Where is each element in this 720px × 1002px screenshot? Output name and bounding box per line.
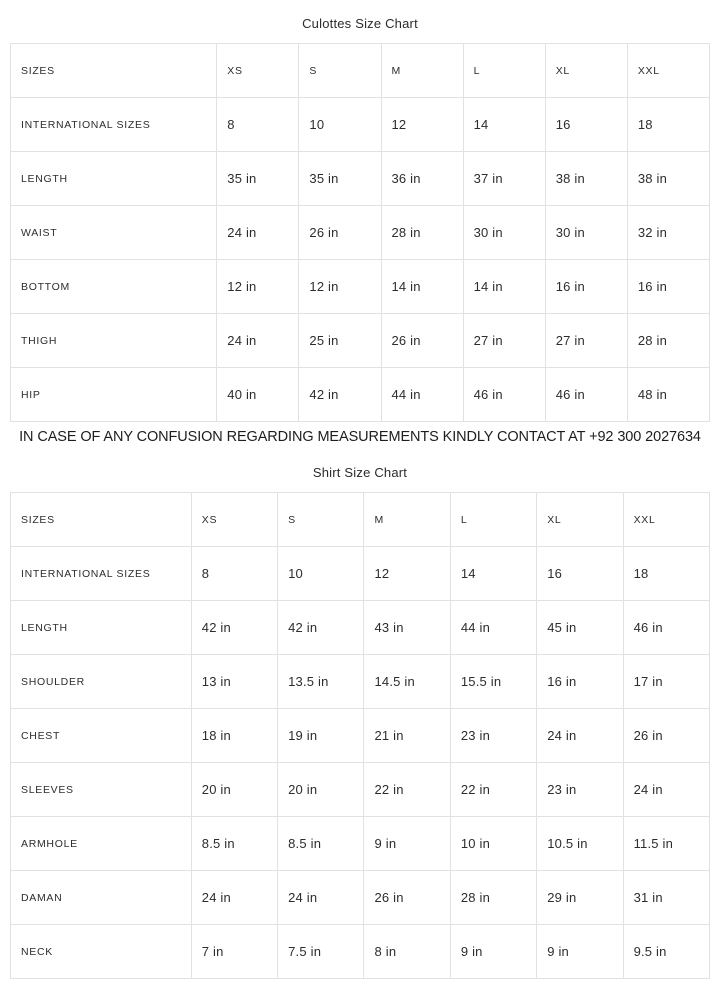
cell-value: 16	[545, 98, 627, 152]
column-header: XS	[217, 44, 299, 98]
cell-value: 12 in	[217, 260, 299, 314]
cell-value: 35 in	[217, 152, 299, 206]
cell-value: 38 in	[545, 152, 627, 206]
cell-value: 24 in	[217, 314, 299, 368]
column-header: L	[450, 493, 536, 547]
table-row	[11, 314, 710, 368]
cell-value: 46 in	[623, 601, 709, 655]
cell-value: 21 in	[364, 709, 450, 763]
cell-value: 26 in	[299, 206, 381, 260]
row-label: INTERNATIONAL SIZES	[11, 547, 192, 601]
culottes-size-table	[10, 43, 710, 422]
cell-value: 42 in	[299, 368, 381, 422]
row-label: WAIST	[11, 206, 217, 260]
cell-value: 18	[627, 98, 709, 152]
column-header: XS	[191, 493, 277, 547]
table-row	[11, 260, 710, 314]
cell-value: 43 in	[364, 601, 450, 655]
cell-value: 28 in	[381, 206, 463, 260]
cell-value: 13 in	[191, 655, 277, 709]
column-header: M	[381, 44, 463, 98]
cell-value: 36 in	[381, 152, 463, 206]
cell-value: 46 in	[545, 368, 627, 422]
column-header: SIZES	[11, 493, 192, 547]
cell-value: 24 in	[217, 206, 299, 260]
table-row	[11, 601, 710, 655]
table-row	[11, 547, 710, 601]
cell-value: 22 in	[364, 763, 450, 817]
culottes-chart-title: Culottes Size Chart	[302, 16, 418, 31]
table-header-row	[11, 493, 710, 547]
table-header-row	[11, 44, 710, 98]
cell-value: 15.5 in	[450, 655, 536, 709]
table-row	[11, 709, 710, 763]
row-label: SHOULDER	[11, 655, 192, 709]
column-header: L	[463, 44, 545, 98]
shirt-size-table	[10, 492, 710, 979]
cell-value: 38 in	[627, 152, 709, 206]
cell-value: 9 in	[450, 925, 536, 979]
cell-value: 27 in	[463, 314, 545, 368]
cell-value: 8	[217, 98, 299, 152]
cell-value: 37 in	[463, 152, 545, 206]
cell-value: 27 in	[545, 314, 627, 368]
cell-value: 7.5 in	[278, 925, 364, 979]
cell-value: 45 in	[537, 601, 623, 655]
cell-value: 10	[278, 547, 364, 601]
row-label: INTERNATIONAL SIZES	[11, 98, 217, 152]
cell-value: 28 in	[627, 314, 709, 368]
cell-value: 30 in	[545, 206, 627, 260]
cell-value: 44 in	[450, 601, 536, 655]
cell-value: 32 in	[627, 206, 709, 260]
shirt-chart-title: Shirt Size Chart	[312, 465, 408, 480]
column-header: SIZES	[11, 44, 217, 98]
cell-value: 22 in	[450, 763, 536, 817]
column-header: XL	[537, 493, 623, 547]
cell-value: 7 in	[191, 925, 277, 979]
cell-value: 16	[537, 547, 623, 601]
row-label: BOTTOM	[11, 260, 217, 314]
table-row	[11, 763, 710, 817]
table-row	[11, 655, 710, 709]
column-header: S	[278, 493, 364, 547]
table-row	[11, 817, 710, 871]
cell-value: 13.5 in	[278, 655, 364, 709]
cell-value: 9.5 in	[623, 925, 709, 979]
cell-value: 17 in	[623, 655, 709, 709]
table-row	[11, 98, 710, 152]
cell-value: 24 in	[278, 871, 364, 925]
cell-value: 16 in	[537, 655, 623, 709]
cell-value: 25 in	[299, 314, 381, 368]
cell-value: 8.5 in	[278, 817, 364, 871]
contact-notice: IN CASE OF ANY CONFUSION REGARDING MEASUREMENTS KINDLY CONTACT AT +92 300 2027634	[19, 429, 701, 445]
cell-value: 40 in	[217, 368, 299, 422]
column-header: S	[299, 44, 381, 98]
culottes-table-body	[11, 44, 710, 422]
cell-value: 10.5 in	[537, 817, 623, 871]
cell-value: 23 in	[450, 709, 536, 763]
cell-value: 8.5 in	[191, 817, 277, 871]
cell-value: 18	[623, 547, 709, 601]
cell-value: 23 in	[537, 763, 623, 817]
column-header: M	[364, 493, 450, 547]
cell-value: 12	[364, 547, 450, 601]
cell-value: 14 in	[381, 260, 463, 314]
shirt-table-body	[11, 493, 710, 979]
cell-value: 46 in	[463, 368, 545, 422]
row-label: DAMAN	[11, 871, 192, 925]
cell-value: 18 in	[191, 709, 277, 763]
cell-value: 16 in	[627, 260, 709, 314]
cell-value: 19 in	[278, 709, 364, 763]
cell-value: 14 in	[463, 260, 545, 314]
cell-value: 9 in	[364, 817, 450, 871]
row-label: CHEST	[11, 709, 192, 763]
cell-value: 42 in	[191, 601, 277, 655]
cell-value: 48 in	[627, 368, 709, 422]
row-label: SLEEVES	[11, 763, 192, 817]
row-label: ARMHOLE	[11, 817, 192, 871]
table-row	[11, 925, 710, 979]
cell-value: 26 in	[364, 871, 450, 925]
cell-value: 35 in	[299, 152, 381, 206]
row-label: NECK	[11, 925, 192, 979]
table-row	[11, 206, 710, 260]
cell-value: 12	[381, 98, 463, 152]
row-label: THIGH	[11, 314, 217, 368]
column-header: XL	[545, 44, 627, 98]
table-row	[11, 152, 710, 206]
cell-value: 20 in	[191, 763, 277, 817]
cell-value: 24 in	[191, 871, 277, 925]
row-label: LENGTH	[11, 152, 217, 206]
cell-value: 29 in	[537, 871, 623, 925]
row-label: LENGTH	[11, 601, 192, 655]
cell-value: 42 in	[278, 601, 364, 655]
cell-value: 20 in	[278, 763, 364, 817]
cell-value: 30 in	[463, 206, 545, 260]
cell-value: 10 in	[450, 817, 536, 871]
cell-value: 24 in	[623, 763, 709, 817]
cell-value: 16 in	[545, 260, 627, 314]
cell-value: 14	[463, 98, 545, 152]
cell-value: 14.5 in	[364, 655, 450, 709]
table-row	[11, 368, 710, 422]
cell-value: 12 in	[299, 260, 381, 314]
cell-value: 26 in	[623, 709, 709, 763]
cell-value: 26 in	[381, 314, 463, 368]
cell-value: 10	[299, 98, 381, 152]
cell-value: 24 in	[537, 709, 623, 763]
cell-value: 8 in	[364, 925, 450, 979]
cell-value: 8	[191, 547, 277, 601]
row-label: HIP	[11, 368, 217, 422]
cell-value: 31 in	[623, 871, 709, 925]
cell-value: 11.5 in	[623, 817, 709, 871]
cell-value: 28 in	[450, 871, 536, 925]
column-header: XXL	[627, 44, 709, 98]
cell-value: 14	[450, 547, 536, 601]
cell-value: 44 in	[381, 368, 463, 422]
table-row	[11, 871, 710, 925]
column-header: XXL	[623, 493, 709, 547]
cell-value: 9 in	[537, 925, 623, 979]
